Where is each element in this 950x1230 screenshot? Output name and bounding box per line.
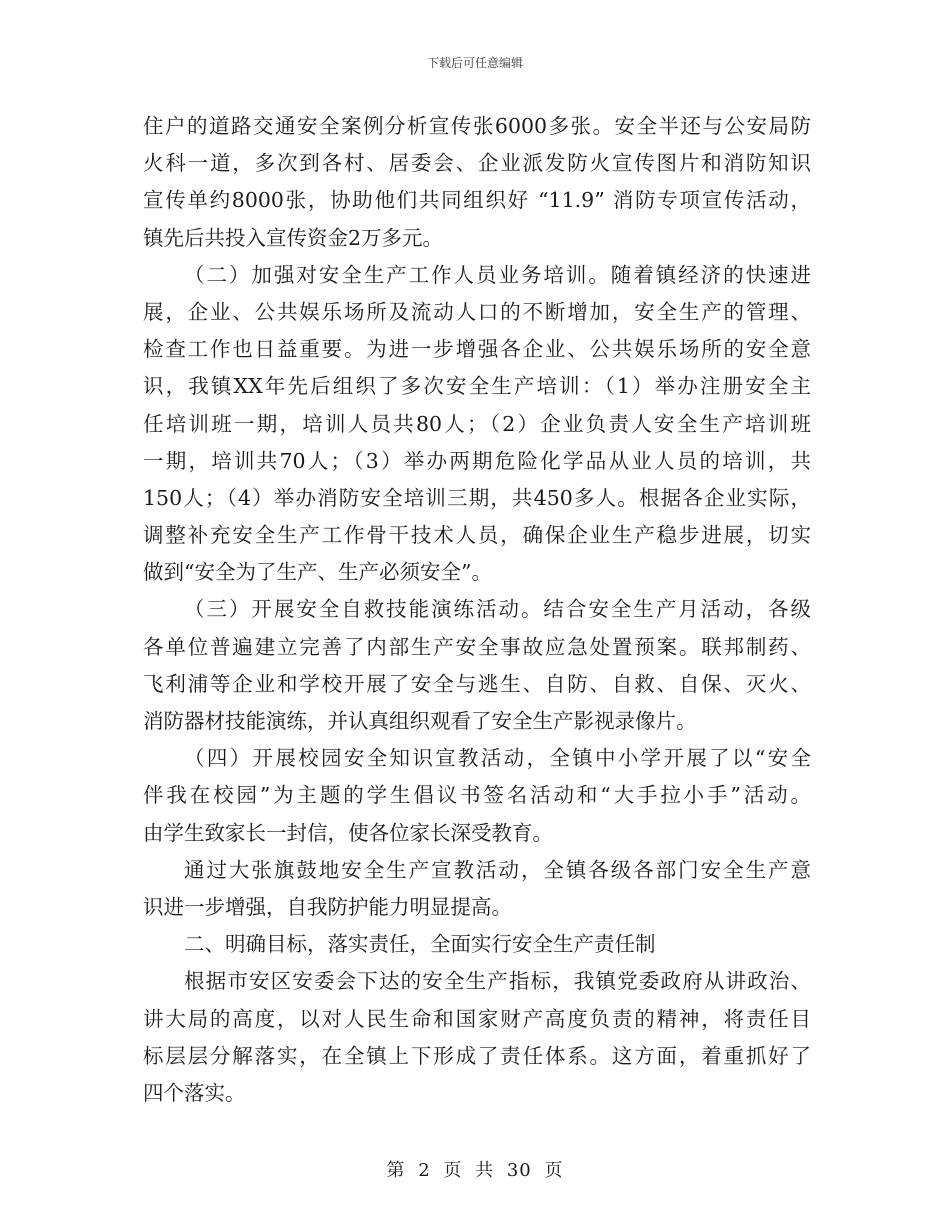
text-line: 标层层分解落实，在全镇上下形成了责任体系。这方面，着重抓好了 xyxy=(143,1043,811,1068)
document-body xyxy=(143,108,811,1112)
text-line: 展，企业、公共娱乐场所及流动人口的不断增加，安全生产的管理、 xyxy=(143,299,811,324)
text-line: 识进一步增强，自我防护能力明显提高。 xyxy=(143,894,512,919)
text-line: （三）开展安全自救技能演练活动。结合安全生产月活动，各级 xyxy=(184,597,811,622)
text-line: 飞利浦等企业和学校开展了安全与逃生、自防、自救、自保、灭火、 xyxy=(143,671,811,696)
text-line: 消防器材技能演练，并认真组织观看了安全生产影视录像片。 xyxy=(143,709,697,733)
text-line: 住户的道路交通安全案例分析宣传张6000多张。安全半还与公安局防 xyxy=(143,114,811,138)
text-line: 伴我在校园”为主题的学生倡议书签名活动和“大手拉小手”活动。 xyxy=(143,783,811,808)
text-line: 宣传单约8000张，协助他们共同组织好 “11.9” 消防专项宣传活动， xyxy=(143,188,811,213)
text-line: 一期，培训共70人；（3）举办两期危险化学品从业人员的培训，共 xyxy=(143,448,811,473)
text-line: 检查工作也日益重要。为进一步增强各企业、公共娱乐场所的安全意 xyxy=(143,337,811,362)
text-line: （四）开展校园安全知识宣教活动，全镇中小学开展了以“安全 xyxy=(184,746,811,771)
text-line: 镇先后共投入宣传资金2万多元。 xyxy=(143,225,444,250)
text-line: 150人；（4）举办消防安全培训三期，共450多人。根据各企业实际， xyxy=(143,485,811,510)
text-line: 各单位普遍建立完善了内部生产安全事故应急处置预案。联邦制药、 xyxy=(143,634,811,659)
text-line: 识，我镇XX年先后组织了多次安全生产培训：（1）举办注册安全主 xyxy=(143,374,811,399)
section-heading: 二、明确目标，落实责任，全面实行安全生产责任制 xyxy=(184,932,656,957)
text-line: 调整补充安全生产工作骨干技术人员，确保企业生产稳步进展，切实 xyxy=(143,523,811,548)
text-line: 四个落实。 xyxy=(143,1080,246,1105)
text-line: （二）加强对安全生产工作人员业务培训。随着镇经济的快速进 xyxy=(184,262,811,287)
text-line: 火科一道，多次到各村、居委会、企业派发防火宣传图片和消防知识 xyxy=(143,151,811,176)
text-line: 做到“安全为了生产、生产必须安全”。 xyxy=(143,560,492,585)
page-footer: 第 2 页 共 30 页 xyxy=(386,1160,564,1181)
text-line: 通过大张旗鼓地安全生产宣教活动，全镇各级各部门安全生产意 xyxy=(184,857,811,882)
text-line: 讲大局的高度，以对人民生命和国家财产高度负责的精神，将责任目 xyxy=(143,1006,811,1031)
text-line: 任培训班一期，培训人员共80人；（2）企业负责人安全生产培训班 xyxy=(143,411,811,436)
page-header: 下载后可任意编辑 xyxy=(426,56,523,70)
text-line: 根据市安区安委会下达的安全生产指标，我镇党委政府从讲政治、 xyxy=(184,969,811,994)
text-line: 由学生致家长一封信，使各位家长深受教育。 xyxy=(143,820,553,845)
